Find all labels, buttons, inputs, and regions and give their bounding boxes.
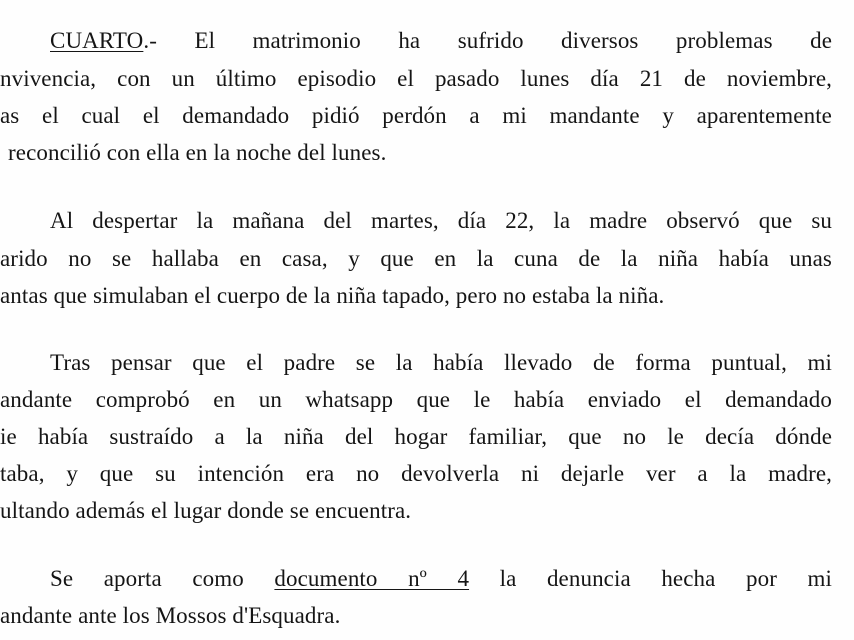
text-run: ie había sustraído a la niña del hogar familiar, que no le decía dónde: [0, 424, 832, 449]
text-run: andante ante los Mossos d'Esquadra.: [0, 603, 341, 628]
para3-line5: [0, 498, 411, 524]
text-run: taba, y que su intención era no devolverla ni dejarle ver a la madre,: [0, 461, 832, 486]
text-run: reconcilió con ella en la noche del lunes.: [8, 140, 387, 165]
para3-line1: [50, 350, 832, 376]
text-run: la denuncia hecha por mi: [469, 566, 832, 591]
para2-line1: [50, 208, 832, 234]
para3-line2: [0, 387, 832, 413]
para1-line1: [50, 28, 832, 54]
para1-line3: [0, 103, 832, 129]
text-run: .- El matrimonio ha sufrido diversos problemas de: [143, 28, 832, 53]
para2-line3: [0, 283, 664, 309]
para3-line4: [0, 461, 832, 487]
document-reference: documento nº 4: [274, 566, 470, 591]
heading-cuarto: CUARTO: [50, 28, 144, 53]
text-run: Tras pensar que el padre se la había llevado de forma puntual, mi: [50, 350, 832, 375]
text-run: ultando además el lugar donde se encuentra.: [0, 498, 412, 523]
para3-line3: [0, 424, 832, 450]
para1-line2: [0, 66, 832, 92]
text-run: antas que simulaban el cuerpo de la niña tapado, pero no estaba la niña.: [0, 283, 665, 308]
para2-line2: [0, 246, 832, 272]
text-run: nvivencia, con un último episodio el pasado lunes día 21 de noviembre,: [0, 66, 832, 91]
para4-line1: [50, 566, 832, 592]
text-run: Se aporta como: [50, 566, 275, 591]
para1-line4: [8, 140, 386, 166]
text-run: arido no se hallaba en casa, y que en la cuna de la niña había unas: [0, 246, 832, 271]
para4-line2: [0, 603, 340, 629]
text-run: Al despertar la mañana del martes, día 22, la madre observó que su: [50, 208, 832, 233]
text-run: andante comprobó en un whatsapp que le había enviado el demandado: [0, 387, 832, 412]
text-run: as el cual el demandado pidió perdón a mi mandante y aparentemente: [0, 103, 832, 128]
